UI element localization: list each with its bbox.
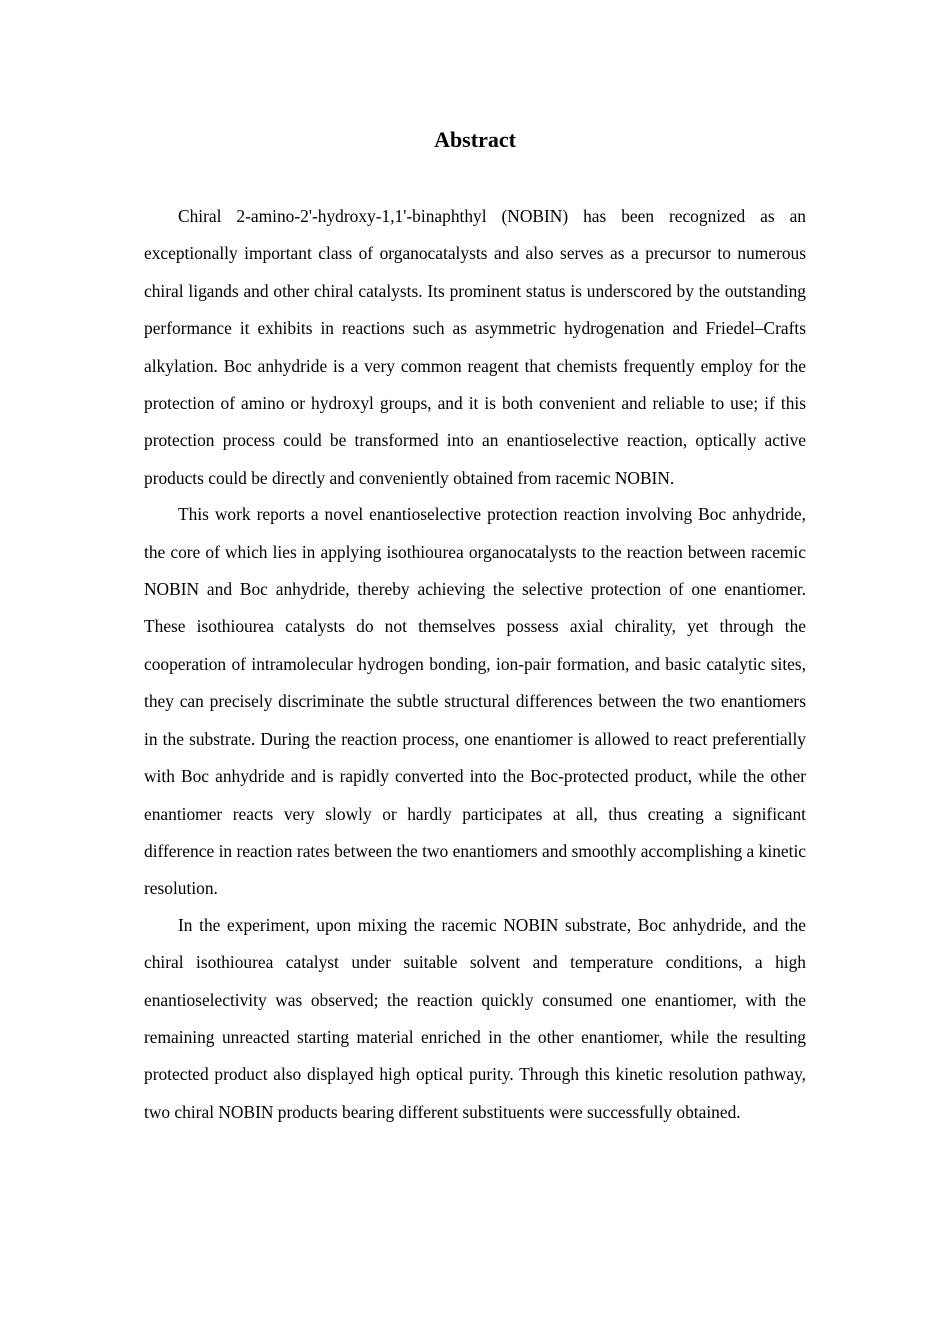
abstract-paragraph-1: Chiral 2-amino-2'-hydroxy-1,1'-binaphthyl (NOBIN) has been recognized as an exceptionally important class of organocatalysts and also serves as a precursor to numerous chiral ligands and other chiral catalysts. Its prominent status is underscored by the outstanding performance it exhibits in reactions such as asymmetric hydrogenation and Friedel–Crafts alkylation. Boc anhydride is a very common reagent that chemists frequently employ for the protection of amino or hydroxyl groups, and it is both convenient and reliable to use; if this protection process could be transformed into an enantioselective reaction, optically active products could be directly and conveniently obtained from racemic NOBIN. [144,206,806,488]
abstract-body [144,198,806,1131]
abstract-paragraph-3: In the experiment, upon mixing the racemic NOBIN substrate, Boc anhydride, and the chiral isothiourea catalyst under suitable solvent and temperature conditions, a high enantioselectivity was observed; the reaction quickly consumed one enantiomer, with the remaining unreacted starting material enriched in the other enantiomer, while the resulting protected product also displayed high optical purity. Through this kinetic resolution pathway, two chiral NOBIN products bearing different substituents were successfully obtained. [144,914,806,1122]
abstract-paragraph-2: This work reports a novel enantioselective protection reaction involving Boc anhydride, the core of which lies in applying isothiourea organocatalysts to the reaction between racemic NOBIN and Boc anhydride, thereby achieving the selective protection of one enantiomer. These isothiourea catalysts do not themselves possess axial chirality, yet through the cooperation of intramolecular hydrogen bonding, ion-pair formation, and basic catalytic sites, they can precisely discriminate the subtle structural differences between the two enantiomers in the substrate. During the reaction process, one enantiomer is allowed to react preferentially with Boc anhydride and is rapidly converted into the Boc-protected product, while the other enantiomer reacts very slowly or hardly participates at all, thus creating a significant difference in reaction rates between the two enantiomers and smoothly accomplishing a kinetic resolution. [144,504,806,899]
abstract-heading: Abstract [434,127,516,152]
